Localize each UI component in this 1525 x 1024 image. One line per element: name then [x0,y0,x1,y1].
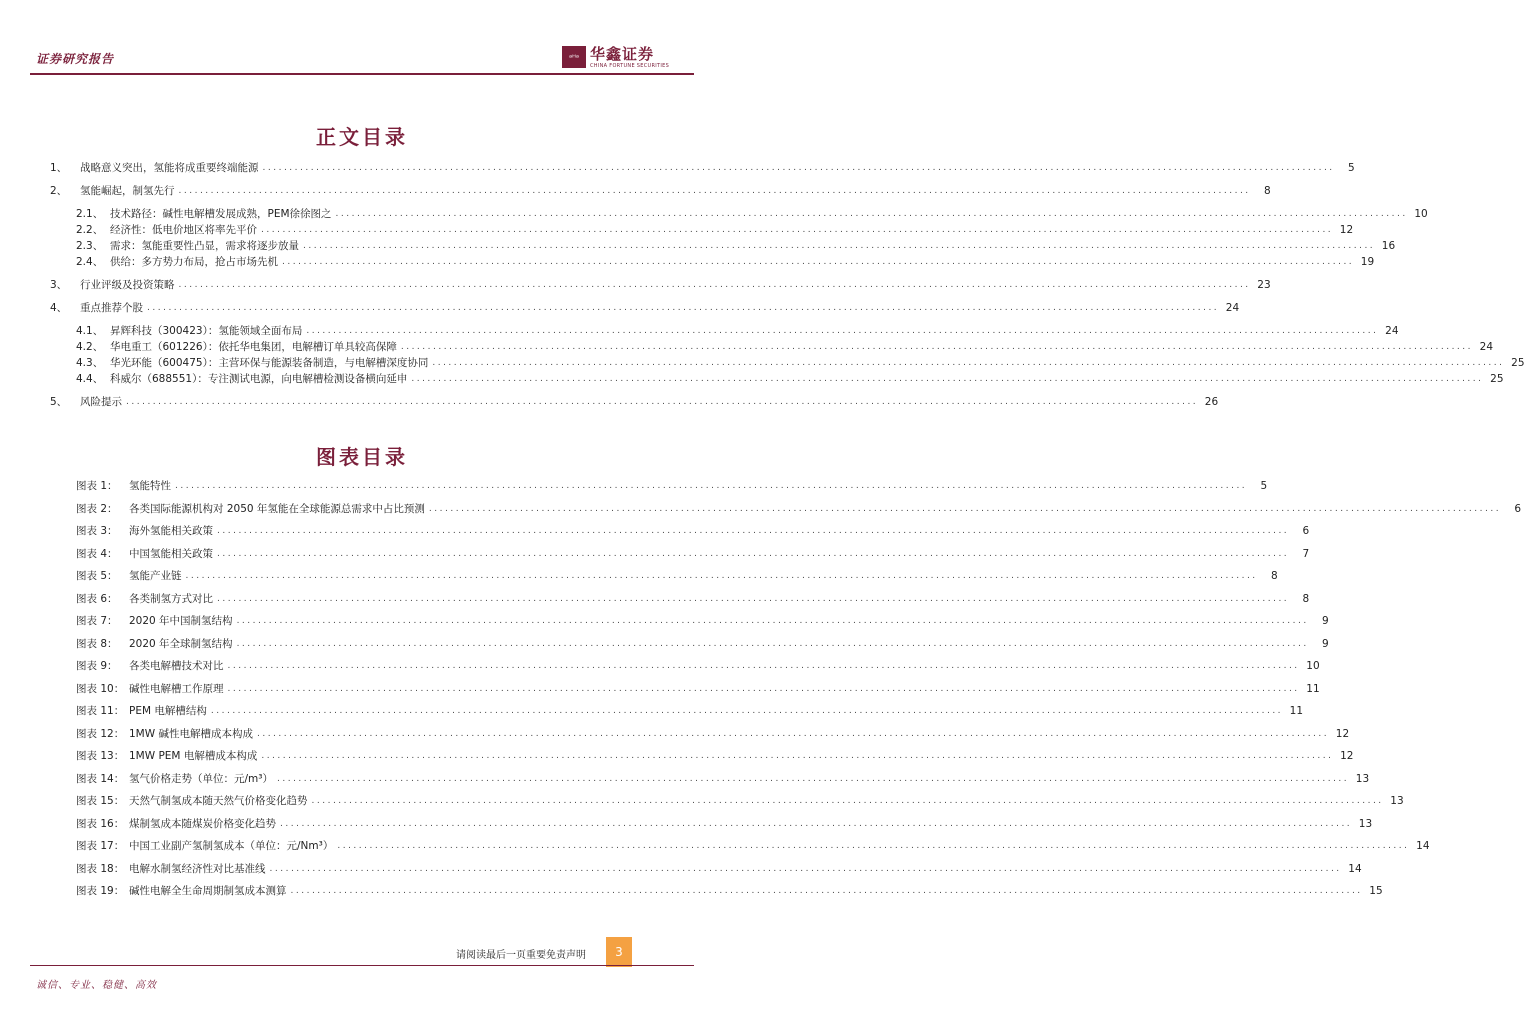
toc-entry-title: 技术路径：碱性电解槽发展成熟，PEM徐徐图之 [110,208,332,220]
toc-entry-number: 图表 9： [76,660,118,672]
toc-entry-page: 24 [1225,302,1240,314]
toc-entry-title: 各类制氢方式对比 [129,592,213,605]
toc-entry[interactable] [76,546,1310,562]
toc-leader-dots: ........................................................................................................................................................................................................ [126,397,1199,407]
toc-entry-title: PEM 电解槽结构 [129,705,207,717]
toc-entry[interactable] [76,501,1522,517]
toc-entry-number: 图表 14： [76,772,125,785]
toc-entry-page: 12 [1335,727,1350,740]
toc-leader-dots: ........................................................................................................................................................................................................ [185,571,1258,581]
toc-entry-title: 1MW 碱性电解槽成本构成 [129,727,253,740]
toc-entry-title: 氢能崛起，制氢先行 [80,185,175,197]
toc-entry-page: 9 [1322,637,1329,650]
toc-leader-dots: ........................................................................................................................................................................................................ [227,661,1300,671]
toc-leader-dots: ........................................................................................................................................................................................................ [175,481,1248,491]
toc-leader-dots: ........................................................................................................................................................................................................ [411,374,1484,384]
toc-entry-number: 图表 12： [76,727,125,740]
footer-divider [30,965,694,966]
toc-entry-page: 13 [1358,817,1373,830]
toc-entry[interactable] [76,206,1428,222]
toc-leader-dots: ........................................................................................................................................................................................................ [236,616,1309,626]
toc-entry-number: 2.1、 [76,208,104,220]
toc-entry-number: 5、 [50,396,68,408]
toc-entry-number: 图表 15： [76,795,125,807]
toc-entry-page: 11 [1289,705,1304,717]
toc-entry-title: 氢能特性 [129,480,171,492]
toc-entry[interactable] [76,323,1399,339]
toc-entry-number: 图表 16： [76,817,125,830]
toc-entry-number: 图表 8： [76,637,118,650]
toc-leader-dots: ........................................................................................................................................................................................................ [335,209,1408,219]
toc-leader-dots: ........................................................................................................................................................................................................ [217,548,1290,559]
toc-entry-page: 6 [1514,502,1522,515]
toc-entry-title: 行业评级及投资策略 [80,279,175,291]
toc-entry-number: 图表 3： [76,525,118,537]
toc-leader-dots: ........................................................................................................................................................................................................ [261,751,1334,761]
toc-leader-dots: ........................................................................................................................................................................................................ [432,358,1505,368]
toc-leader-dots: ........................................................................................................................................................................................................ [290,886,1363,896]
toc-entry-title: 2020 年全球制氢结构 [129,637,233,650]
toc-entry-number: 1、 [50,162,68,174]
toc-entry-number: 4.2、 [76,341,104,353]
toc-entry-title: 碱性电解全生命周期制氢成本测算 [129,885,287,897]
toc-entry-page: 15 [1369,885,1383,897]
toc-entry[interactable] [76,658,1320,674]
toc-entry-title: 经济性：低电价地区将率先平价 [110,224,257,236]
toc-entry-page: 25 [1511,357,1525,369]
toc-entry-number: 3、 [50,279,68,291]
toc-entry-title: 风险提示 [80,396,122,408]
toc-leader-dots: ........................................................................................................................................................................................................ [147,303,1220,313]
toc-entry[interactable] [76,861,1362,877]
toc-leader-dots: ........................................................................................................................................................................................................ [217,593,1290,604]
toc-leader-dots: ........................................................................................................................................................................................................ [227,683,1300,694]
toc-entry[interactable] [76,726,1350,742]
toc-entry-number: 4.4、 [76,373,104,385]
toc-entry-page: 8 [1270,570,1278,582]
toc-entry-title: 中国氢能相关政策 [129,547,213,560]
toc-entry[interactable] [76,838,1430,854]
toc-entry-number: 图表 17： [76,840,125,852]
toc-leader-dots: ........................................................................................................................................................................................................ [210,706,1284,716]
toc-leader-dots: ........................................................................................................................................................................................................ [236,638,1309,649]
toc-entry-title: 重点推荐个股 [80,302,143,314]
toc-entry-page: 24 [1479,341,1494,353]
toc-entry-title: 各类国际能源机构对 2050 年氢能在全球能源总需求中占比预测 [129,502,425,515]
toc-entry[interactable] [76,371,1504,387]
toc-leader-dots: ........................................................................................................................................................................................................ [261,225,1334,235]
toc-entry[interactable] [76,222,1354,238]
toc-entry[interactable] [76,238,1396,254]
toc-entry-number: 图表 1： [76,480,118,492]
toc-entry-page: 13 [1390,795,1404,807]
logo-english-name: CHINA FORTUNE SECURITIES [590,63,670,69]
toc-entry[interactable] [76,591,1310,607]
toc-entry-title: 需求：氢能重要性凸显，需求将逐步放量 [110,240,299,252]
toc-entry[interactable] [50,394,1219,410]
toc-entry[interactable] [76,883,1383,899]
toc-entry-title: 各类电解槽技术对比 [129,660,224,672]
toc-entry-page: 19 [1360,256,1375,268]
toc-entry-page: 14 [1416,840,1430,852]
toc-leader-dots: ........................................................................................................................................................................................................ [311,796,1384,806]
toc-entry-number: 图表 2： [76,502,118,515]
toc-leader-dots: ........................................................................................................................................................................................................ [306,326,1379,336]
toc-entry-page: 25 [1490,373,1504,385]
toc-entry-number: 图表 5： [76,570,118,582]
toc-entry-page: 10 [1306,660,1320,672]
toc-entry-number: 4.3、 [76,357,104,369]
toc-entry-page: 12 [1340,750,1354,762]
toc-leader-dots: ........................................................................................................................................................................................................ [256,728,1330,739]
toc-entry[interactable] [76,748,1354,764]
toc-entry-page: 11 [1306,682,1320,695]
toc-entry-page: 13 [1355,772,1370,785]
toc-entry[interactable] [76,523,1310,539]
toc-leader-dots: ........................................................................................................................................................................................................ [178,186,1251,196]
toc-entry-number: 图表 4： [76,547,118,560]
toc-entry-number: 图表 19： [76,885,125,897]
toc-entry[interactable] [76,703,1304,719]
toc-leader-dots: ........................................................................................................................................................................................................ [280,818,1353,829]
toc-entry-page: 23 [1257,279,1271,291]
toc-entry-number: 图表 6： [76,592,118,605]
toc-entry[interactable] [76,568,1278,584]
toc-entry[interactable] [76,636,1329,652]
toc-entry[interactable] [76,254,1375,270]
contents-title: 正文目录 [316,125,408,149]
toc-entry[interactable] [76,816,1373,832]
toc-entry-page: 5 [1347,162,1355,174]
toc-entry-title: 华光环能（600475）：主营环保与能源装备制造，与电解槽深度协同 [110,357,429,369]
toc-entry[interactable] [76,771,1370,787]
toc-leader-dots: ........................................................................................................................................................................................................ [262,163,1335,173]
company-logo [562,46,669,69]
logo-mark-icon: ᵃᴴᵃ [562,46,586,68]
toc-entry[interactable] [76,793,1404,809]
toc-entry-page: 12 [1339,224,1354,236]
toc-entry-title: 1MW PEM 电解槽成本构成 [129,750,258,762]
toc-entry-page: 5 [1260,480,1268,492]
toc-entry-page: 7 [1302,547,1310,560]
toc-entry-page: 10 [1414,208,1428,220]
toc-entry-title: 2020 年中国制氢结构 [129,615,233,627]
toc-entry-title: 碱性电解槽工作原理 [129,682,224,695]
toc-entry-title: 战略意义突出，氢能将成重要终端能源 [80,162,259,174]
toc-entry[interactable] [76,478,1268,494]
toc-entry-number: 图表 7： [76,615,118,627]
toc-leader-dots: ........................................................................................................................................................................................................ [217,526,1290,536]
toc-entry-number: 图表 18： [76,862,125,875]
toc-entry-page: 24 [1385,325,1399,337]
toc-leader-dots: ........................................................................................................................................................................................................ [303,241,1376,251]
toc-entry-number: 图表 13： [76,750,125,762]
toc-entry-number: 2.2、 [76,224,104,236]
toc-entry-title: 天然气制氢成本随天然气价格变化趋势 [129,795,308,807]
toc-entry-title: 华电重工（601226）：依托华电集团，电解槽订单具较高保障 [110,341,397,353]
toc-entry[interactable] [50,277,1271,293]
toc-entry[interactable] [76,613,1329,629]
toc-entry-number: 2.3、 [76,240,104,252]
toc-leader-dots: ........................................................................................................................................................................................................ [337,841,1410,851]
toc-entry-page: 9 [1322,615,1329,627]
toc-entry-title: 海外氢能相关政策 [129,525,213,537]
toc-entry-title: 氢气价格走势（单位：元/m³） [129,772,273,785]
toc-entry[interactable] [50,300,1240,316]
toc-entry-page: 8 [1263,185,1271,197]
toc-leader-dots: ........................................................................................................................................................................................................ [428,503,1502,514]
toc-entry-page: 8 [1302,592,1310,605]
toc-entry-page: 16 [1381,240,1396,252]
toc-entry-title: 中国工业副产氢制氢成本（单位：元/Nm³） [129,840,334,852]
toc-entry-number: 2.4、 [76,256,104,268]
toc-entry-number: 图表 11： [76,705,125,717]
toc-entry[interactable] [76,681,1320,697]
toc-entry-title: 科威尔（688551）：专注测试电源，向电解槽检测设备横向延申 [110,373,408,385]
toc-entry-title: 氢能产业链 [129,570,182,582]
toc-entry-page: 14 [1348,862,1362,875]
logo-name: 华鑫证券 [590,45,655,63]
toc-entry[interactable] [76,355,1525,371]
toc-entry[interactable] [50,183,1271,199]
toc-entry-page: 6 [1302,525,1310,537]
toc-entry-number: 图表 10： [76,682,125,695]
disclaimer-note: 请阅读最后一页重要免责声明 [456,950,586,961]
toc-entry-title: 供给：多方势力布局，抢占市场先机 [110,256,278,268]
toc-entry[interactable] [76,339,1494,355]
figures-title: 图表目录 [316,445,408,469]
toc-leader-dots: ........................................................................................................................................................................................................ [400,342,1474,352]
toc-leader-dots: ........................................................................................................................................................................................................ [178,280,1251,290]
page-number: 3 [606,937,632,967]
toc-entry-page: 26 [1204,396,1219,408]
toc-entry-number: 4、 [50,302,68,314]
toc-leader-dots: ........................................................................................................................................................................................................ [276,773,1350,784]
toc-entry-title: 昇辉科技（300423）：氢能领域全面布局 [110,325,303,337]
toc-entry[interactable] [50,160,1355,176]
toc-entry-number: 4.1、 [76,325,104,337]
toc-entry-title: 煤制氢成本随煤炭价格变化趋势 [129,817,276,830]
toc-leader-dots: ........................................................................................................................................................................................................ [282,257,1355,267]
toc-entry-number: 2、 [50,185,68,197]
footer-slogan: 诚信、专业、稳健、高效 [36,980,157,991]
toc-entry-title: 电解水制氢经济性对比基准线 [129,862,266,875]
header-divider [30,73,694,75]
report-type-label: 证券研究报告 [36,52,115,66]
toc-leader-dots: ........................................................................................................................................................................................................ [269,863,1342,874]
